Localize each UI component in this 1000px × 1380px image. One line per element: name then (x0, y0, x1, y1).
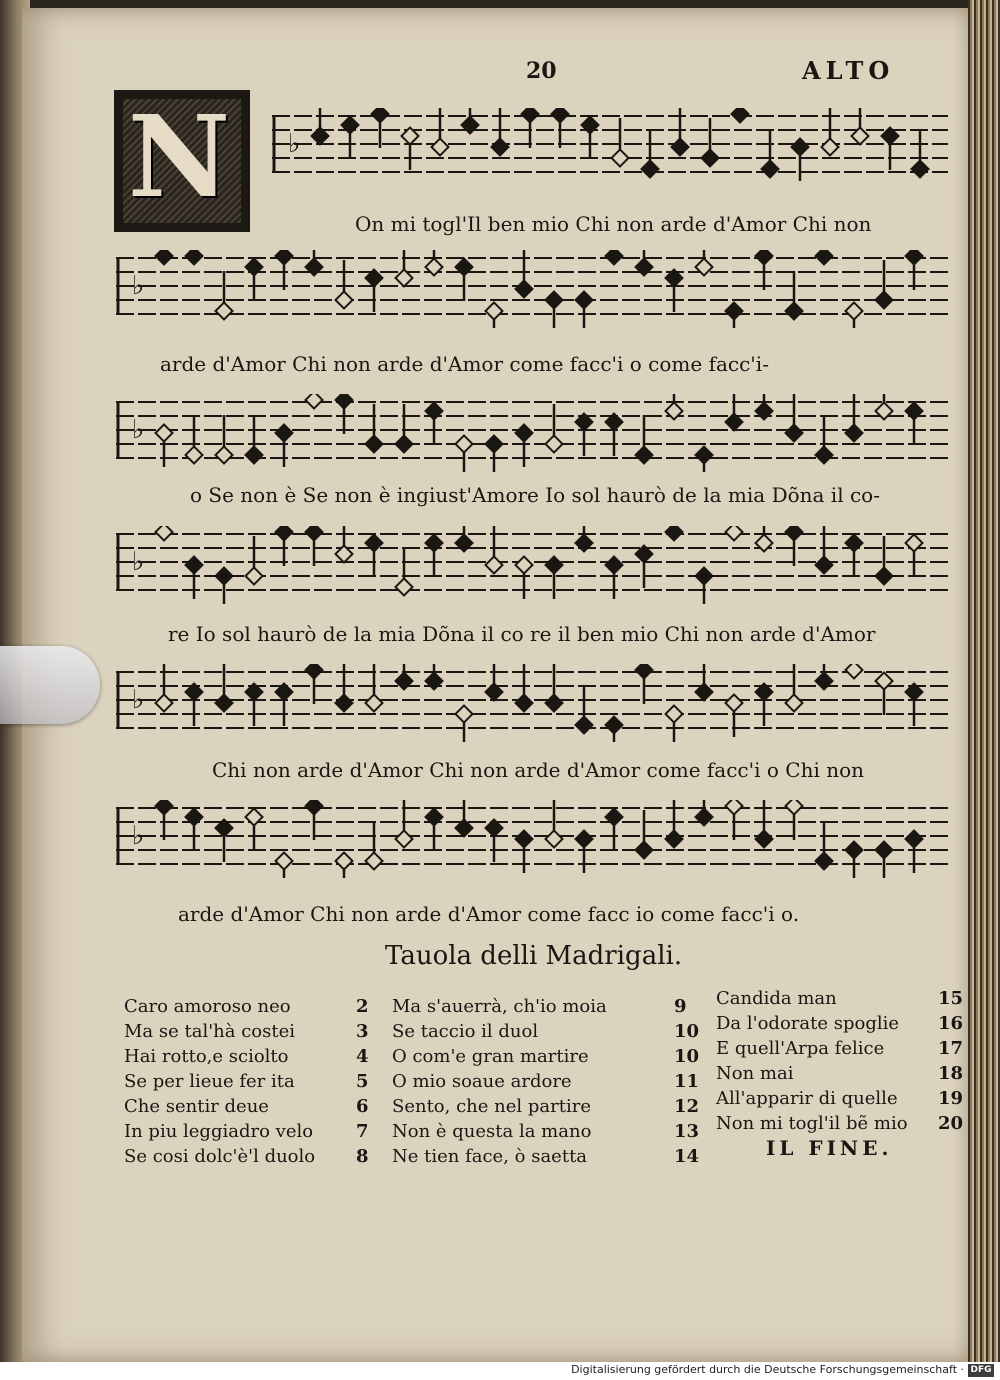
index-entry-title: Se per lieue fer ita (124, 1071, 295, 1092)
clef-icon: ♭ (132, 547, 145, 577)
note-head (306, 664, 323, 678)
decorated-initial (114, 90, 250, 232)
clef-icon: ♭ (132, 271, 145, 301)
end-marker: IL FINE. (766, 1136, 893, 1160)
note-head (336, 695, 353, 712)
note-head (816, 557, 833, 574)
note-head (276, 425, 293, 442)
index-entry-title: Ma s'auerrà, ch'io moia (392, 996, 607, 1017)
staff-lines-2 (116, 250, 948, 330)
note-head (306, 394, 323, 408)
note-head (576, 717, 593, 734)
note-head (546, 292, 563, 309)
note-head (786, 425, 803, 442)
note-head (396, 436, 413, 453)
note-head (702, 150, 719, 167)
note-head (156, 250, 173, 264)
note-head (846, 842, 863, 859)
index-entry-title: In piu leggiadro velo (124, 1121, 314, 1142)
music-staff-3 (116, 394, 948, 474)
note-head (816, 250, 833, 264)
index-entry-page: 8 (356, 1146, 369, 1167)
index-entry-page: 4 (356, 1046, 369, 1067)
lyric-line-6: arde d'Amor Chi non arde d'Amor come facc io come facc'i o. (178, 902, 800, 926)
note-head (906, 831, 923, 848)
index-entry-page: 9 (674, 996, 687, 1017)
note-head (762, 161, 779, 178)
index-entry-page: 10 (674, 1046, 700, 1067)
index-entry-title: Candida man (716, 988, 837, 1009)
note-head (432, 139, 449, 156)
note-head (306, 800, 323, 814)
index-entry-title: E quell'Arpa felice (716, 1038, 885, 1059)
note-head (336, 853, 353, 870)
note-head (696, 568, 713, 585)
index-entry-page: 3 (356, 1021, 369, 1042)
index-entry-page: 19 (938, 1088, 964, 1109)
note-head (276, 250, 293, 264)
note-head (546, 557, 563, 574)
note-head (492, 139, 509, 156)
lyric-line-4: re Io sol haurò de la mia Dõna il co re il ben mio Chi non arde d'Amor (168, 622, 876, 646)
clef-icon: ♭ (132, 821, 145, 851)
lyric-line-5: Chi non arde d'Amor Chi non arde d'Amor come facc'i o Chi non (212, 758, 865, 782)
index-entry-page: 10 (674, 1021, 700, 1042)
note-head (216, 447, 233, 464)
index-entry-title: All'apparir di quelle (716, 1088, 898, 1109)
lyric-line-2: arde d'Amor Chi non arde d'Amor come facc'i o come facc'i- (160, 352, 769, 376)
note-head (486, 303, 503, 320)
note-head (606, 557, 623, 574)
note-head (156, 695, 173, 712)
note-head (642, 161, 659, 178)
note-head (846, 303, 863, 320)
lyric-line-3: o Se non è Se non è ingiust'Amore Io sol haurò de la mia Dõna il co- (190, 483, 880, 507)
note-head (672, 139, 689, 156)
note-head (246, 447, 263, 464)
note-head (912, 161, 929, 178)
clef-icon: ♭ (288, 129, 301, 159)
note-head (786, 695, 803, 712)
index-entry-page: 13 (674, 1121, 700, 1142)
note-head (666, 706, 683, 723)
note-head (546, 695, 563, 712)
note-head (546, 436, 563, 453)
index-entry-title: Che sentir deue (124, 1096, 269, 1117)
note-head (876, 292, 893, 309)
note-head (456, 706, 473, 723)
index-title: Tauola delli Madrigali. (385, 941, 683, 971)
music-staff-4 (116, 526, 948, 606)
dfg-logo-icon: DFG (968, 1364, 994, 1377)
note-head (726, 695, 743, 712)
note-head (786, 303, 803, 320)
note-head (576, 831, 593, 848)
index-entry-page: 16 (938, 1013, 964, 1034)
note-head (696, 447, 713, 464)
staff-lines-1 (272, 108, 948, 188)
note-head (666, 526, 683, 540)
index-entry-title: Hai rotto,e sciolto (124, 1046, 289, 1067)
initial-letter: N (127, 92, 231, 223)
index-entry-page: 14 (674, 1146, 700, 1167)
note-head (876, 842, 893, 859)
note-head (666, 831, 683, 848)
clef-icon: ♭ (132, 685, 145, 715)
note-head (906, 250, 923, 264)
index-entry-title: Ne tien face, ò saetta (392, 1146, 588, 1167)
index-entry-title: Non è questa la mano (392, 1121, 592, 1142)
note-head (156, 526, 173, 540)
note-head (366, 436, 383, 453)
note-head (156, 425, 173, 442)
note-head (786, 526, 803, 540)
index-entry-title: Sento, che nel partire (392, 1096, 591, 1117)
note-head (522, 108, 539, 122)
note-head (246, 568, 263, 585)
index-entry-title: O mio soaue ardore (392, 1071, 572, 1092)
note-head (816, 853, 833, 870)
note-head (216, 568, 233, 585)
footer-text: Digitalisierung gefördert durch die Deutsche Forschungsgemeinschaft · (571, 1363, 964, 1376)
index-entry-title: O com'e gran martire (392, 1046, 589, 1067)
note-head (306, 526, 323, 540)
note-head (726, 800, 743, 814)
note-head (606, 250, 623, 264)
page-number: 20 (526, 58, 557, 84)
index-entry-page: 15 (938, 988, 964, 1009)
note-head (726, 303, 743, 320)
note-head (612, 150, 629, 167)
note-head (876, 568, 893, 585)
index-entry-page: 7 (356, 1121, 369, 1142)
index-entry-title: Se taccio il duol (392, 1021, 539, 1042)
index-entry-title: Non mi togl'il bẽ mio (716, 1113, 908, 1134)
note-head (156, 800, 173, 814)
index-entry-title: Se cosi dolc'è'l duolo (124, 1146, 316, 1167)
index-entry-page: 18 (938, 1063, 964, 1084)
music-staff-2 (116, 250, 948, 330)
note-head (516, 281, 533, 298)
note-head (486, 557, 503, 574)
note-head (546, 831, 563, 848)
note-head (516, 695, 533, 712)
index-entry-page: 2 (356, 996, 369, 1017)
note-head (456, 436, 473, 453)
note-head (186, 557, 203, 574)
music-staff-5 (116, 664, 948, 744)
note-head (792, 139, 809, 156)
index-entry-page: 5 (356, 1071, 369, 1092)
index-entry-title: Caro amoroso neo (124, 996, 291, 1017)
note-head (636, 842, 653, 859)
note-head (366, 853, 383, 870)
note-head (186, 250, 203, 264)
note-head (516, 557, 533, 574)
digitization-footer (0, 1362, 1000, 1380)
index-entry-title: Da l'odorate spoglie (716, 1013, 900, 1034)
index-entry-title: Ma se tal'hà costei (124, 1021, 296, 1042)
note-head (732, 108, 749, 122)
note-head (756, 250, 773, 264)
note-head (516, 425, 533, 442)
index-entry-page: 20 (938, 1113, 964, 1134)
note-head (216, 303, 233, 320)
voice-label: ALTO (802, 56, 895, 85)
note-head (216, 695, 233, 712)
staff-lines-6 (116, 800, 948, 880)
note-head (846, 664, 863, 678)
index-entry-page: 11 (674, 1071, 700, 1092)
staff-lines-3 (116, 394, 948, 474)
clef-icon: ♭ (132, 415, 145, 445)
staff-lines-4 (116, 526, 948, 606)
page-clip (0, 646, 100, 724)
note-head (636, 447, 653, 464)
note-head (372, 108, 389, 122)
index-entry-page: 6 (356, 1096, 369, 1117)
note-head (846, 425, 863, 442)
note-head (276, 853, 293, 870)
lyric-line-1: On mi togl'Il ben mio Chi non arde d'Amor Chi non (355, 212, 872, 236)
note-head (606, 717, 623, 734)
note-head (786, 800, 803, 814)
note-head (822, 139, 839, 156)
note-head (486, 436, 503, 453)
music-staff-6 (116, 800, 948, 880)
note-head (396, 579, 413, 596)
note-head (576, 292, 593, 309)
index-entry-page: 17 (938, 1038, 964, 1059)
note-head (552, 108, 569, 122)
note-head (726, 526, 743, 540)
index-entry-title: Non mai (716, 1063, 794, 1084)
index-entry-page: 12 (674, 1096, 700, 1117)
music-staff-1 (272, 108, 948, 188)
note-head (336, 292, 353, 309)
note-head (636, 664, 653, 678)
note-head (186, 447, 203, 464)
note-head (756, 831, 773, 848)
note-head (276, 526, 293, 540)
note-head (816, 447, 833, 464)
note-head (396, 831, 413, 848)
note-head (516, 831, 533, 848)
page-edges (968, 0, 1000, 1362)
note-head (336, 394, 353, 408)
note-head (366, 695, 383, 712)
staff-lines-5 (116, 664, 948, 744)
